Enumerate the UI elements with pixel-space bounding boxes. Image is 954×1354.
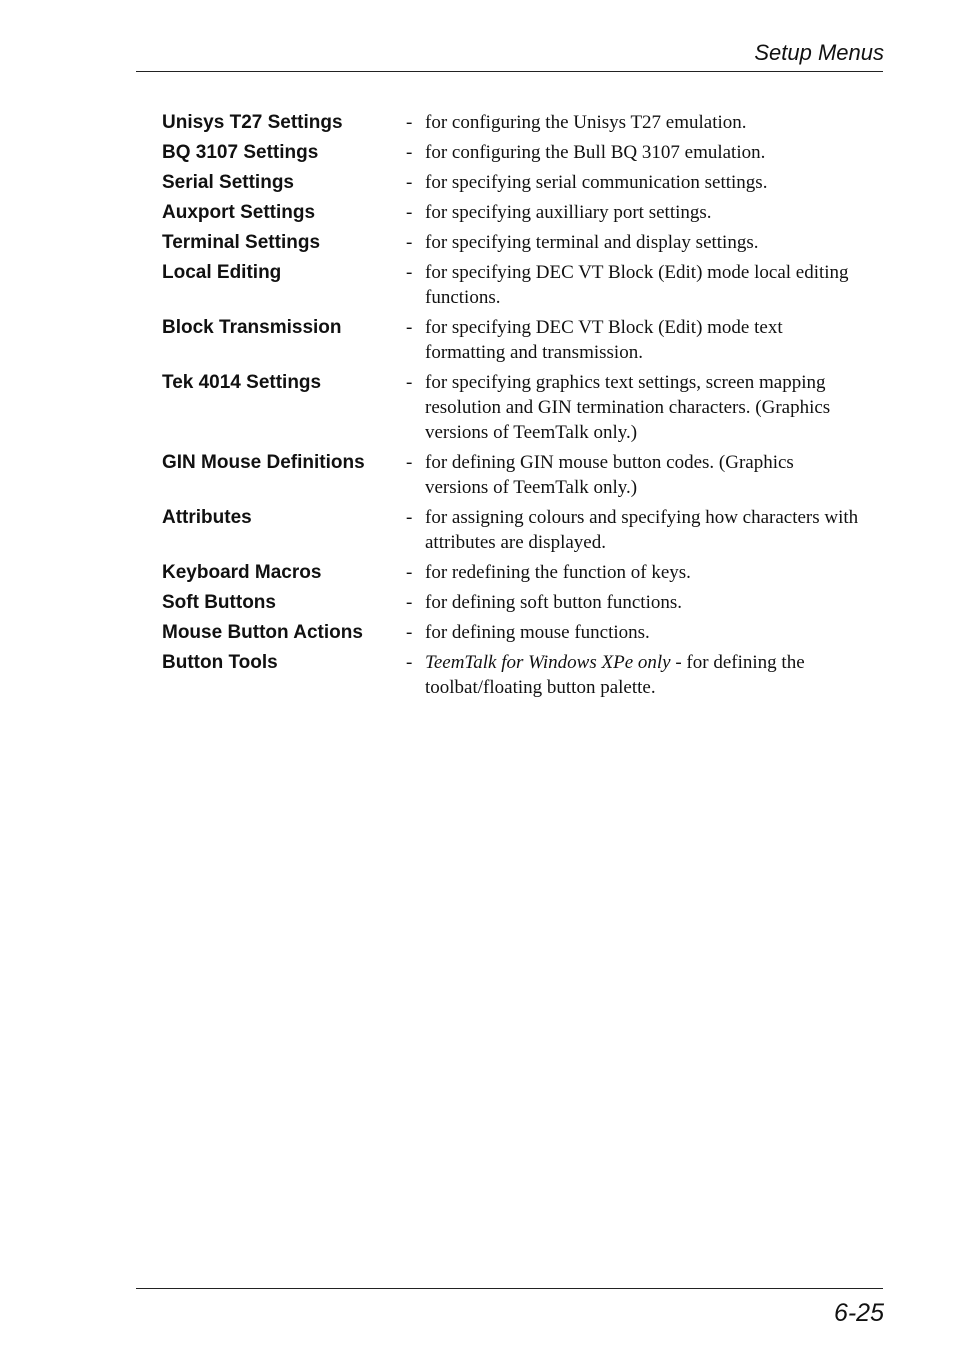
entry-term: Auxport Settings [162, 202, 316, 223]
entry-description: for assigning colours and specifying how characters with attributes are displayed. [425, 507, 859, 553]
entry-term: Mouse Button Actions [162, 622, 363, 643]
menu-entry-gin-mouse [162, 450, 862, 500]
entry-description [425, 650, 860, 700]
entry-dash: - [406, 317, 413, 338]
menu-entry-terminal [162, 230, 862, 255]
entry-term: Attributes [162, 507, 252, 528]
entry-term: Unisys T27 Settings [162, 112, 343, 133]
entry-description: for configuring the Unisys T27 emulation. [425, 112, 747, 133]
entry-term: Serial Settings [162, 172, 294, 193]
entry-dash: - [406, 372, 413, 393]
entry-term: Keyboard Macros [162, 562, 322, 583]
entry-dash: - [406, 507, 413, 528]
entry-description: for defining soft button functions. [425, 592, 682, 613]
menu-entry-bq-3107 [162, 140, 862, 165]
menu-entry-soft-buttons [162, 590, 862, 615]
entry-description: for defining GIN mouse button codes. (Graphics versions of TeemTalk only.) [425, 452, 794, 498]
menu-entry-button-tools [162, 650, 862, 700]
entry-term: Button Tools [162, 652, 278, 673]
menu-entry-block-transmission [162, 315, 862, 365]
entry-term: Terminal Settings [162, 232, 321, 253]
page-number: 6-25 [833, 1299, 884, 1327]
entry-dash: - [406, 262, 413, 283]
entry-description: for specifying terminal and display settings. [425, 232, 759, 253]
header-rule [136, 71, 883, 72]
entry-description: for redefining the function of keys. [425, 562, 691, 583]
entry-dash: - [406, 232, 413, 253]
entry-term: Local Editing [162, 262, 282, 283]
entry-term: Tek 4014 Settings [162, 372, 322, 393]
entry-dash: - [406, 622, 413, 643]
entry-dash: - [406, 562, 413, 583]
menu-entry-serial [162, 170, 862, 195]
entry-description-emphasis: TeemTalk for Windows XPe only [425, 652, 671, 673]
menu-entry-attributes [162, 505, 862, 555]
entry-dash: - [406, 592, 413, 613]
menu-entry-auxport [162, 200, 862, 225]
entry-description: for configuring the Bull BQ 3107 emulation. [425, 142, 766, 163]
entry-dash: - [406, 172, 413, 193]
entry-description: for specifying DEC VT Block (Edit) mode local editing functions. [425, 262, 849, 308]
entry-description: for specifying serial communication settings. [425, 172, 768, 193]
entry-description: for defining mouse functions. [425, 622, 650, 643]
menu-entry-keyboard-macros [162, 560, 862, 585]
entry-term: BQ 3107 Settings [162, 142, 319, 163]
entry-term: Block Transmission [162, 317, 342, 338]
entry-term: Soft Buttons [162, 592, 276, 613]
entry-description: for specifying DEC VT Block (Edit) mode text formatting and transmission. [425, 317, 783, 363]
menu-entry-local-editing [162, 260, 862, 310]
footer-rule [136, 1288, 883, 1289]
entry-dash: - [406, 652, 413, 673]
entry-description: for specifying graphics text settings, screen mapping resolution and GIN termination characters. (Graphics versions of TeemTalk only.) [425, 372, 831, 443]
entry-dash: - [406, 452, 413, 473]
entry-term: GIN Mouse Definitions [162, 452, 365, 473]
entry-description: for specifying auxilliary port settings. [425, 202, 712, 223]
entry-dash: - [406, 202, 413, 223]
menu-entry-unisys-t27 [162, 110, 862, 135]
entry-dash: - [406, 142, 413, 163]
menu-entry-tek-4014 [162, 370, 862, 445]
entry-dash: - [406, 112, 413, 133]
entry-description-rest: - for defining the toolbat/floating button palette. [425, 652, 805, 698]
setup-menu-list [162, 110, 862, 705]
running-header-title: Setup Menus [754, 40, 884, 65]
menu-entry-mouse-button-actions [162, 620, 862, 645]
